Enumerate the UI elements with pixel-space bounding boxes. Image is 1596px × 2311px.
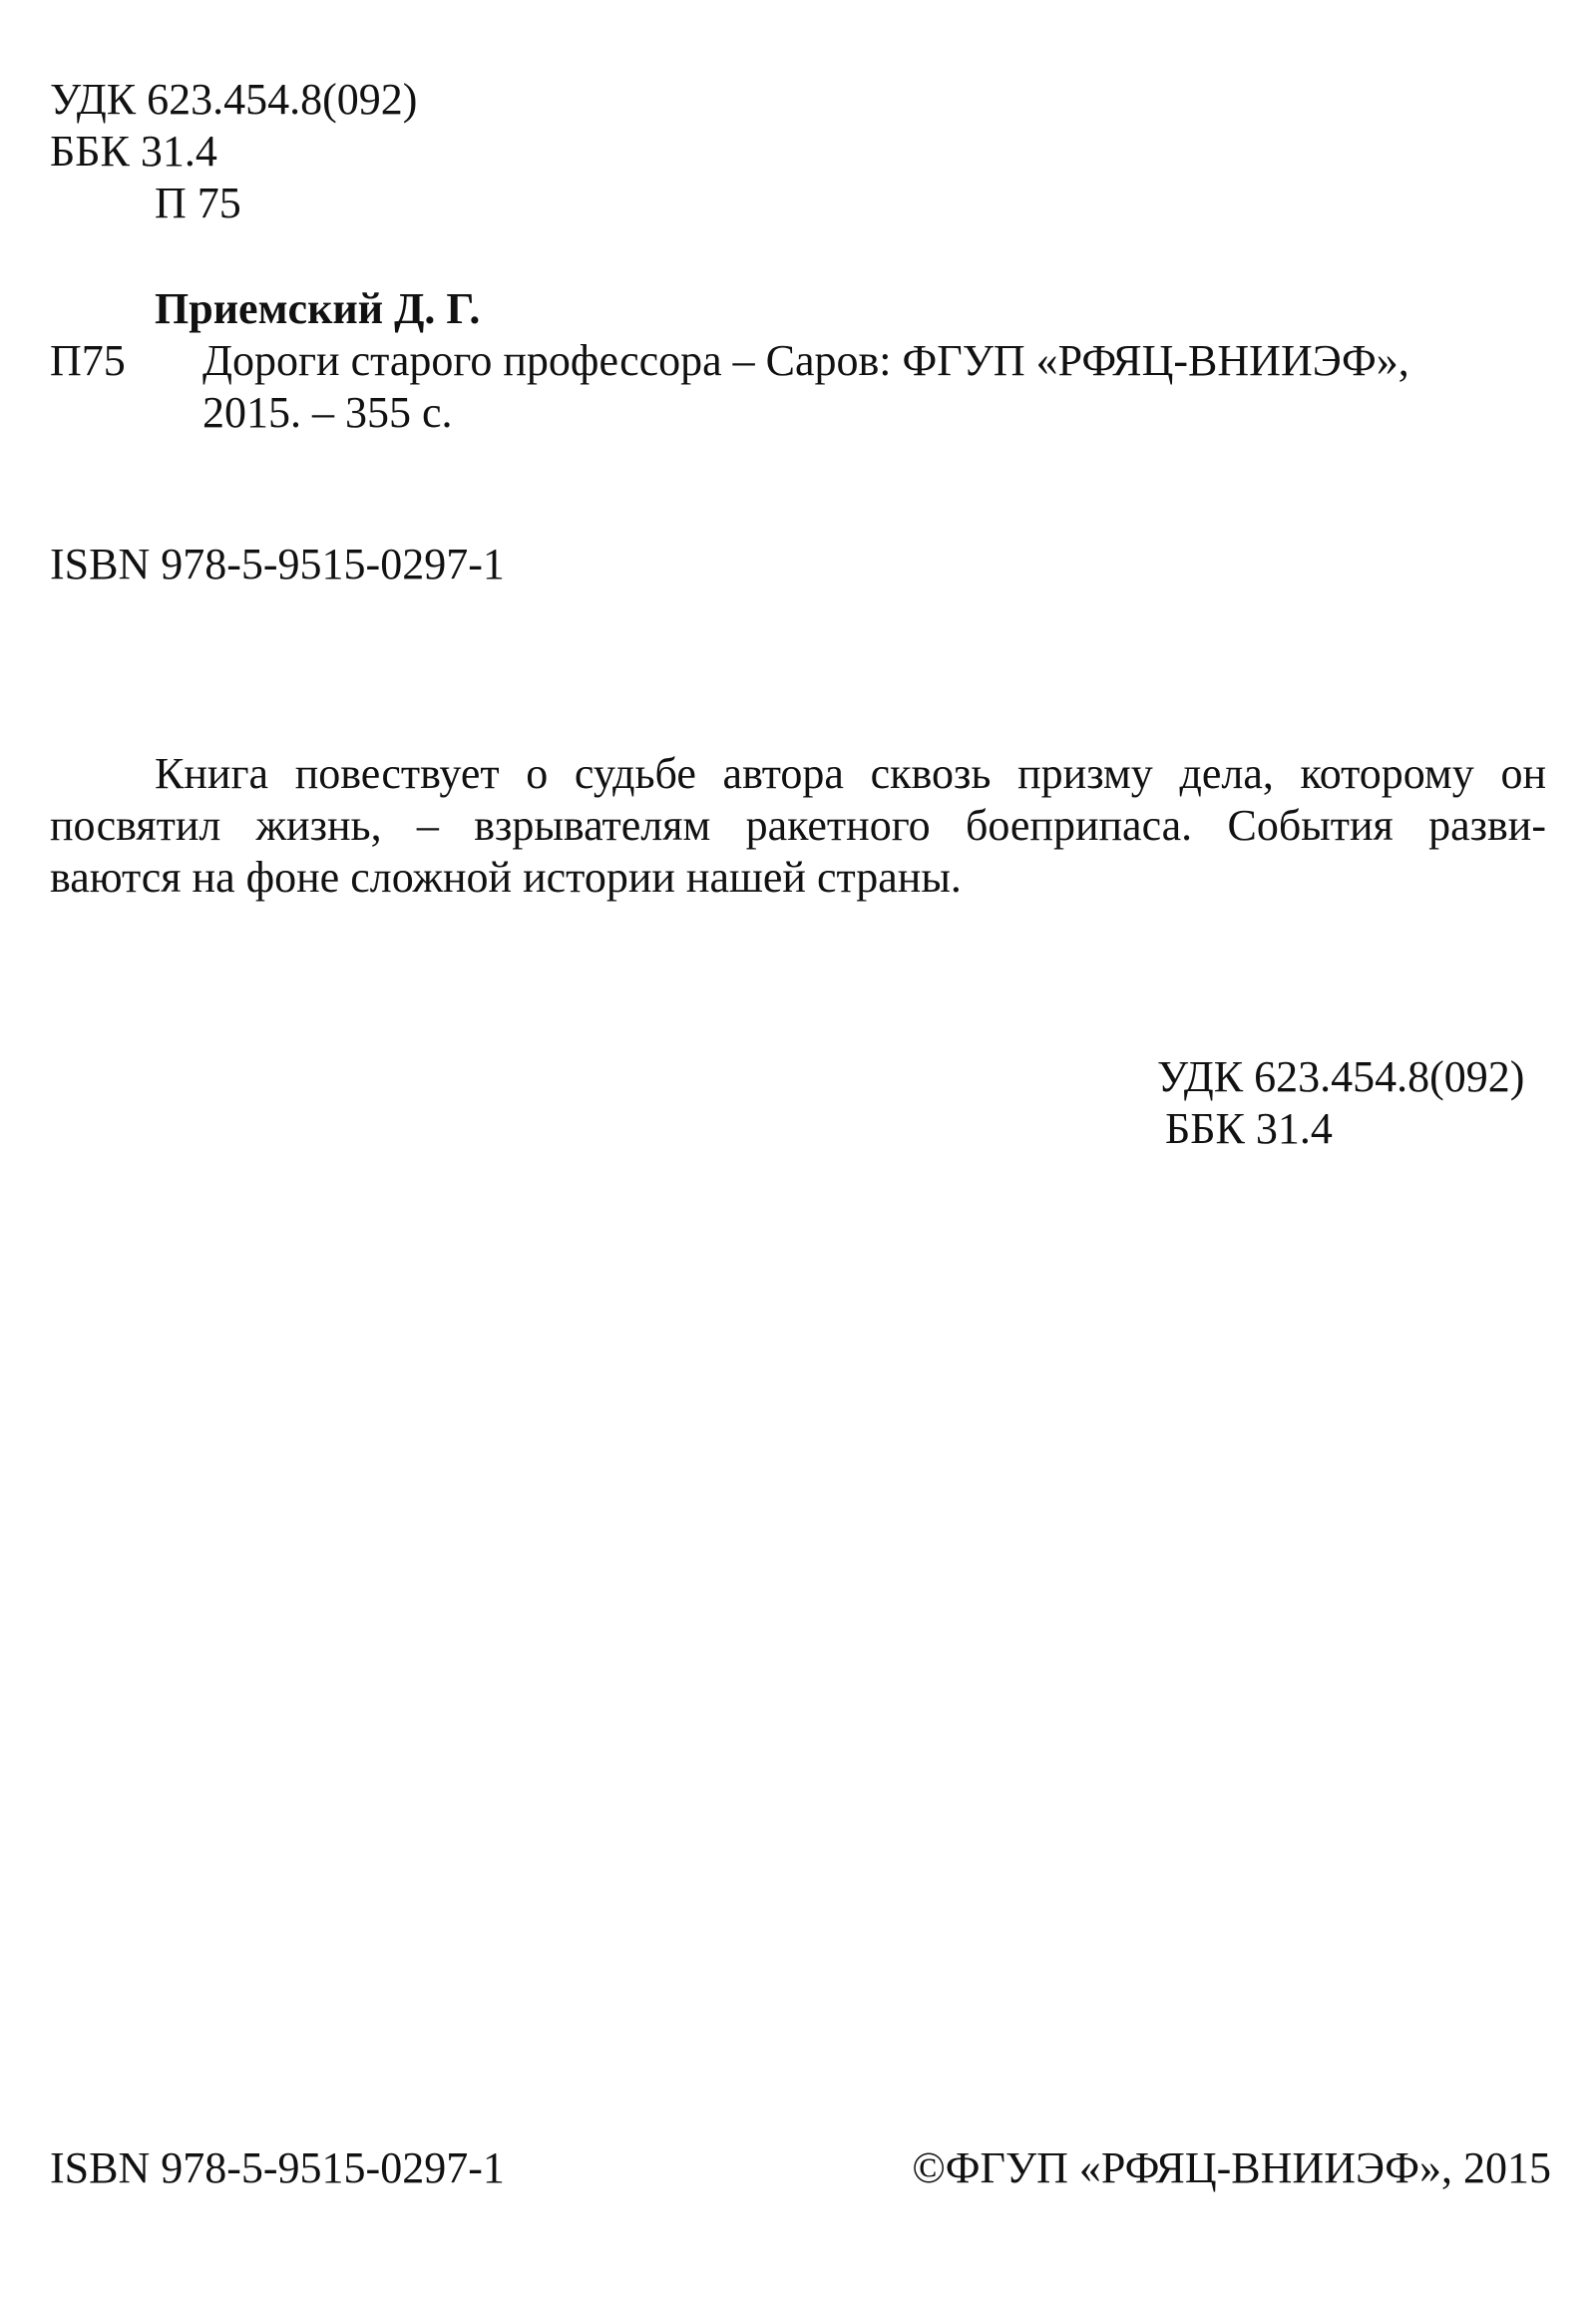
annotation-line: ваются на фоне сложной истории нашей страны. xyxy=(50,853,962,902)
copyright-notice: ©ФГУП «РФЯЦ-ВНИИЭФ», 2015 xyxy=(912,2143,1551,2192)
author-name: Приемский Д. Г. xyxy=(155,284,481,333)
bbk-code-right: ББК 31.4 xyxy=(1165,1104,1333,1153)
year-pages-line: 2015. – 355 с. xyxy=(202,388,453,437)
isbn-bottom: ISBN 978-5-9515-0297-1 xyxy=(50,2143,505,2192)
author-sign-top: П 75 xyxy=(155,179,241,227)
annotation-paragraph xyxy=(50,748,1546,904)
bbk-code-top: ББК 31.4 xyxy=(50,127,217,176)
annotation-line: Книга повествует о судьбе автора сквозь призму дела, которому он xyxy=(155,749,1546,798)
annotation-line: посвятил жизнь, – взрывателям ракетного боеприпаса. События разви- xyxy=(50,801,1546,850)
title-publisher-line: Дороги старого профессора – Саров: ФГУП «РФЯЦ-ВНИИЭФ», xyxy=(202,336,1409,385)
udk-code-right: УДК 623.454.8(092) xyxy=(1157,1052,1525,1101)
udk-code-top: УДК 623.454.8(092) xyxy=(50,75,418,124)
author-sign-margin: П75 xyxy=(50,336,126,385)
isbn-top: ISBN 978-5-9515-0297-1 xyxy=(50,540,505,588)
